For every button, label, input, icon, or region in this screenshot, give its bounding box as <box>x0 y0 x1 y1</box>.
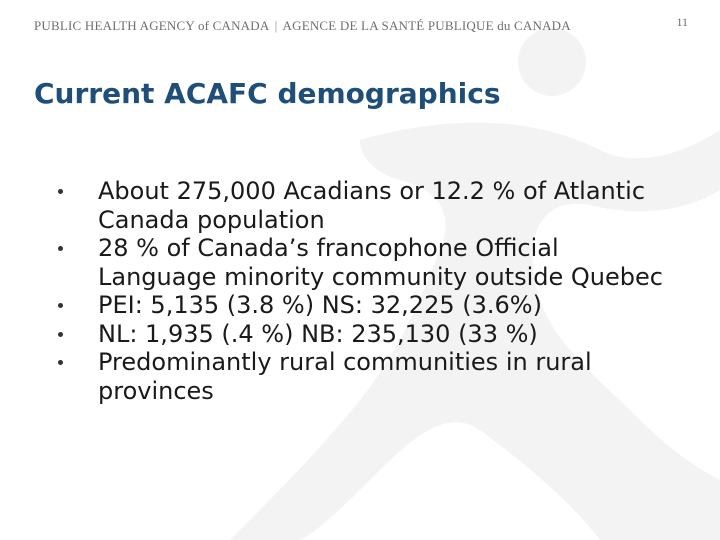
bullet-text: PEI: 5,135 (3.8 %) NS: 32,225 (3.6%) <box>98 291 542 319</box>
bullet-dot-icon <box>58 189 63 194</box>
bullet-list <box>58 177 678 405</box>
bullet-item <box>58 348 678 405</box>
bullet-item <box>58 177 678 234</box>
bullet-item <box>58 291 678 320</box>
bullet-text: NL: 1,935 (.4 %) NB: 235,130 (33 %) <box>98 319 538 348</box>
agency-name-english: PUBLIC HEALTH AGENCY of CANADA <box>34 18 270 33</box>
bullet-item <box>58 320 678 349</box>
bullet-dot-icon <box>58 303 63 308</box>
bullet-dot-icon <box>58 360 63 365</box>
page-number: 11 <box>676 15 688 29</box>
bullet-dot-icon <box>58 332 63 337</box>
bullet-text: Predominantly rural communities in rural provinces <box>98 348 592 405</box>
agency-header <box>34 17 571 35</box>
bullet-text: About 275,000 Acadians or 12.2 % of Atlantic Canada population <box>98 177 646 234</box>
bullet-item <box>58 234 678 291</box>
bullet-text: 28 % of Canada’s francophone Official Language minority community outside Quebec <box>98 234 663 291</box>
bullet-dot-icon <box>58 246 63 251</box>
slide-title: Current ACAFC demographics <box>34 77 501 110</box>
header-separator: | <box>274 18 278 33</box>
agency-name-french: AGENCE DE LA SANTÉ PUBLIQUE du CANADA <box>282 18 571 33</box>
